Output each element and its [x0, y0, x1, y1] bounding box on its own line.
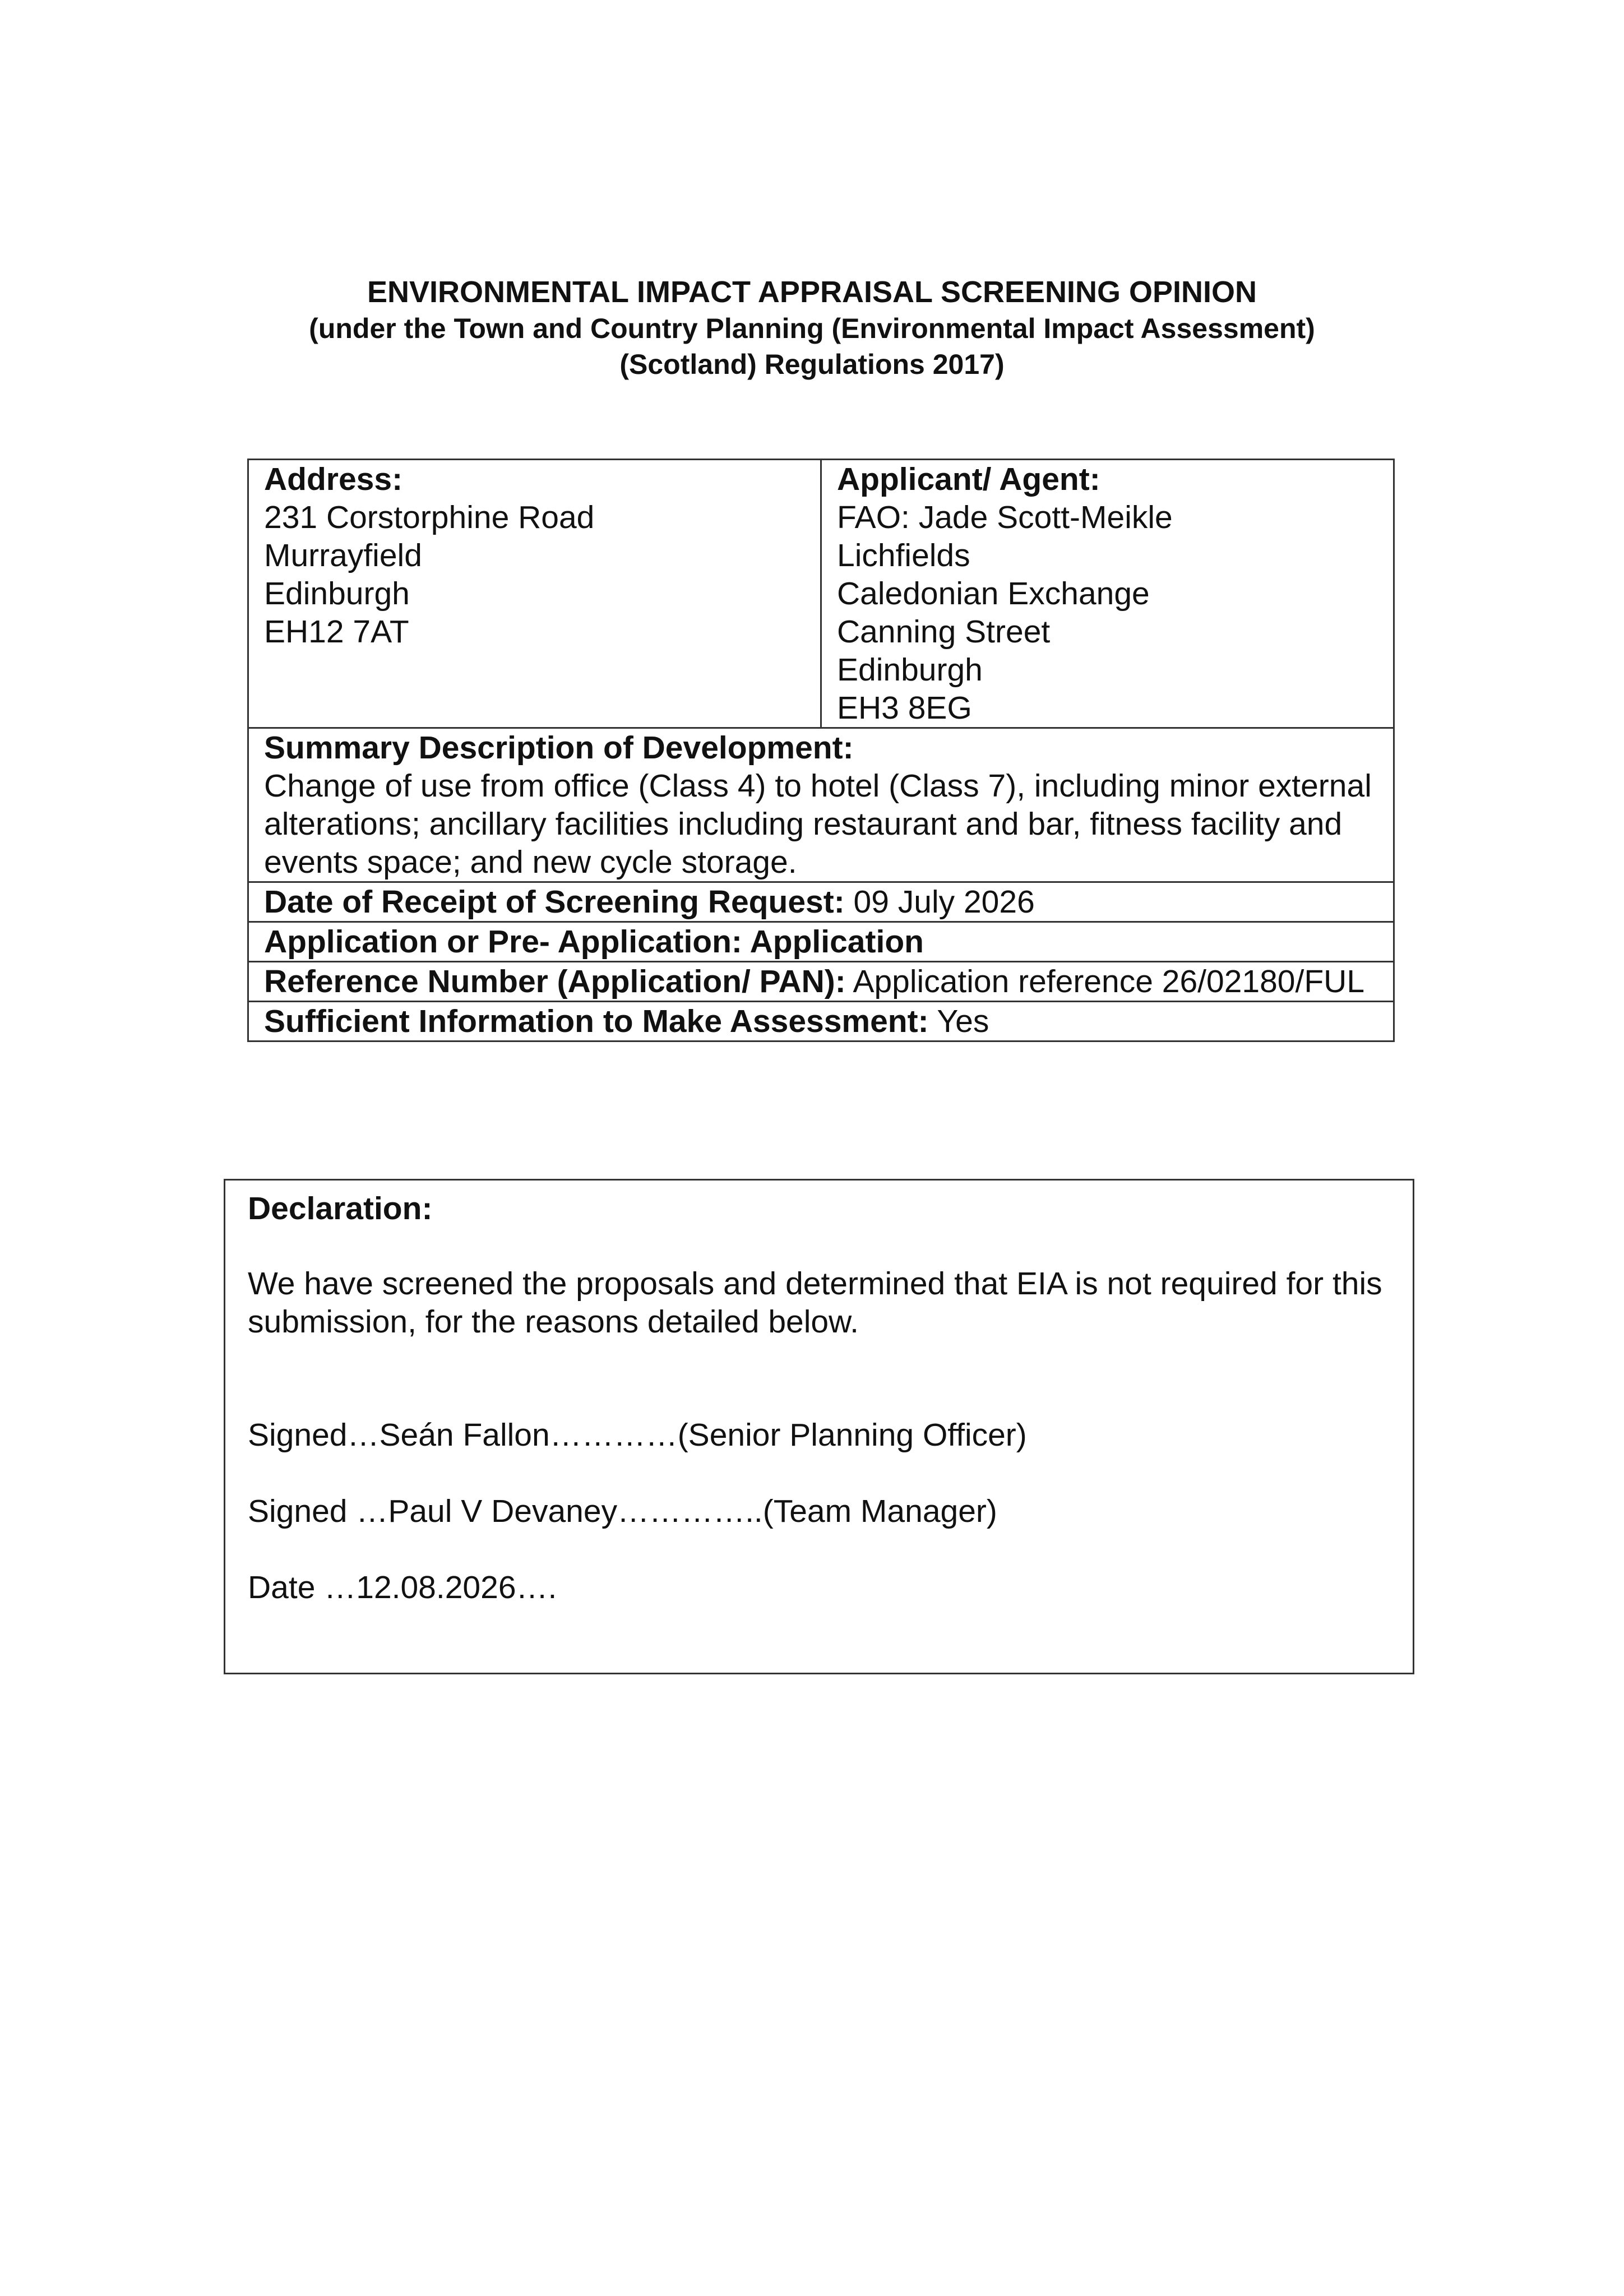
- applicant-line: Lichfields: [837, 538, 970, 573]
- receipt-date-value: 09 July 2026: [844, 884, 1035, 920]
- sufficient-info-row: [248, 1002, 1394, 1041]
- address-applicant-row: [248, 460, 1394, 728]
- declaration-heading: Declaration:: [248, 1191, 433, 1226]
- applicant-line: FAO: Jade Scott-Meikle: [837, 499, 1173, 535]
- sufficient-info-cell: [248, 1002, 1394, 1041]
- summary-row: [248, 728, 1394, 882]
- application-type-label: Application or Pre- Application: Application: [264, 924, 924, 960]
- summary-text: Change of use from office (Class 4) to hotel (Class 7), including minor external alterations; ancillary facilities including restaurant and bar, fitness facility and events space; and new cycle storage.: [264, 768, 1372, 880]
- reference-number-label: Reference Number (Application/ PAN):: [264, 964, 846, 999]
- document-subtitle-line-2: (Scotland) Regulations 2017): [619, 349, 1005, 380]
- applicant-line: Edinburgh: [837, 652, 983, 688]
- summary-cell: [248, 728, 1394, 882]
- reference-number-value: Application reference 26/02180/FUL: [845, 964, 1365, 999]
- signature-senior-planning-officer: Signed…Seán Fallon…………(Senior Planning Officer): [248, 1417, 1027, 1453]
- address-cell: [248, 460, 821, 728]
- reference-number-row: [248, 962, 1394, 1002]
- sufficient-info-label: Sufficient Information to Make Assessment:: [264, 1003, 929, 1039]
- document-title: ENVIRONMENTAL IMPACT APPRAISAL SCREENING OPINION: [367, 275, 1257, 309]
- document-subtitle-line-1: (under the Town and Country Planning (Environmental Impact Assessment): [309, 313, 1315, 344]
- address-line: Edinburgh: [264, 576, 410, 612]
- applicant-line: Caledonian Exchange: [837, 576, 1150, 612]
- declaration-text: We have screened the proposals and determined that EIA is not required for this submission, for the reasons detailed below.: [248, 1266, 1382, 1340]
- sufficient-info-value: Yes: [928, 1003, 989, 1039]
- reference-number-cell: [248, 962, 1394, 1002]
- address-line: Murrayfield: [264, 538, 422, 573]
- applicant-cell: [821, 460, 1394, 728]
- applicant-line: Canning Street: [837, 614, 1051, 650]
- declaration-date: Date …12.08.2026….: [248, 1570, 557, 1605]
- declaration-box: [224, 1179, 1414, 1674]
- screening-details-table: [247, 459, 1395, 1042]
- document-header: [0, 274, 1624, 382]
- receipt-date-cell: [248, 882, 1394, 922]
- application-type-row: [248, 922, 1394, 962]
- address-label: Address:: [264, 461, 403, 497]
- receipt-date-label: Date of Receipt of Screening Request:: [264, 884, 845, 920]
- applicant-line: EH3 8EG: [837, 690, 972, 726]
- signature-team-manager: Signed …Paul V Devaney…………..(Team Manager): [248, 1493, 997, 1529]
- applicant-label: Applicant/ Agent:: [837, 461, 1100, 497]
- summary-label: Summary Description of Development:: [264, 730, 854, 766]
- receipt-date-row: [248, 882, 1394, 922]
- address-line: 231 Corstorphine Road: [264, 499, 595, 535]
- address-line: EH12 7AT: [264, 614, 409, 650]
- application-type-cell: [248, 922, 1394, 962]
